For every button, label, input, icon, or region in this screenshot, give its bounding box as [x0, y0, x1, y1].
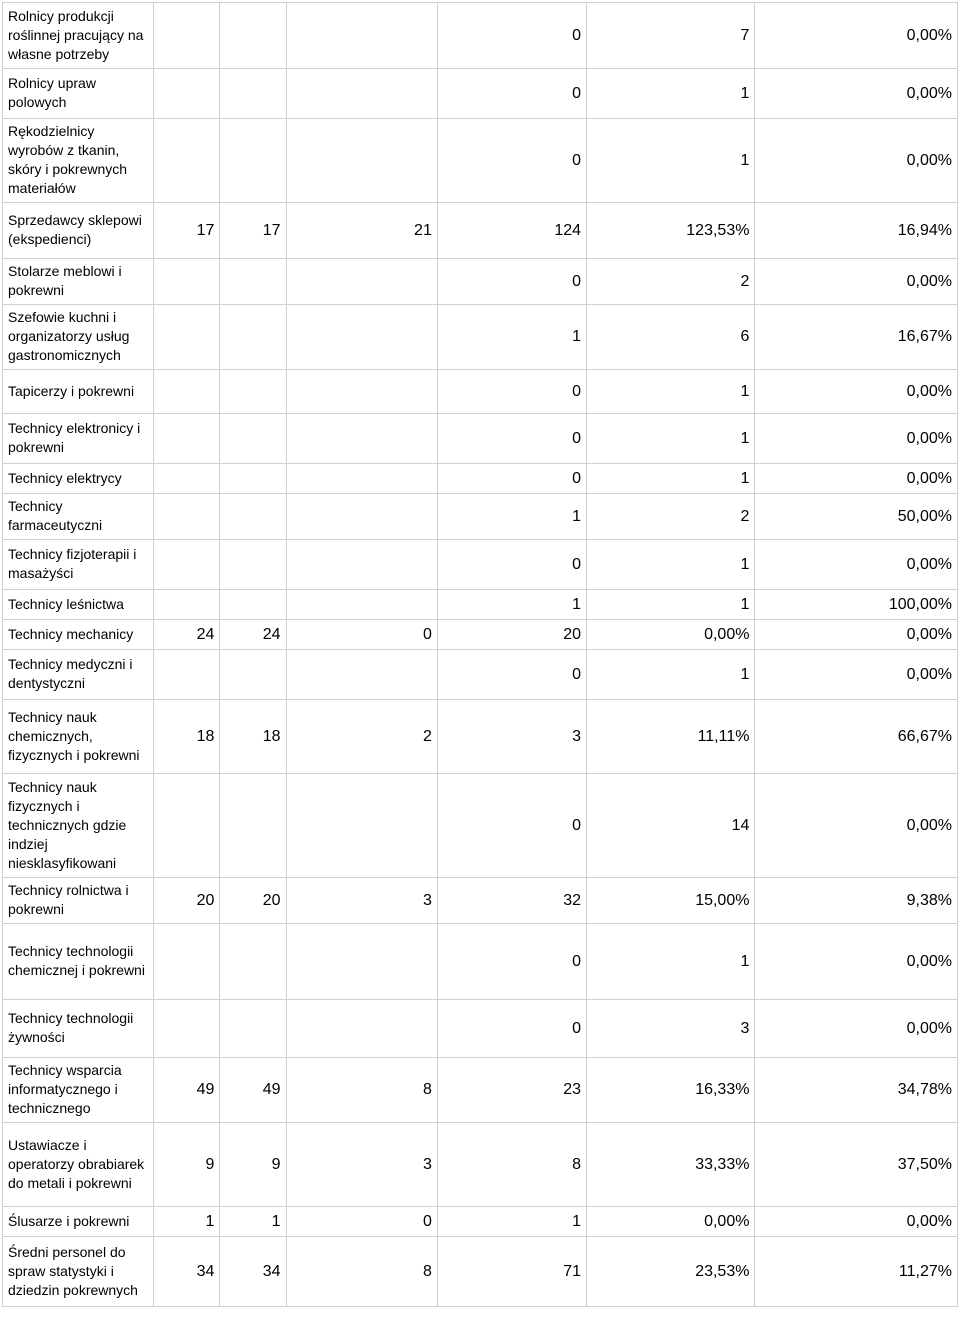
value-cell-4: 0	[437, 259, 586, 305]
value-cell-6: 9,38%	[755, 878, 958, 924]
value-cell-1: 49	[154, 1058, 220, 1123]
value-cell-2	[220, 370, 286, 414]
occupation-label-cell: Ślusarze i pokrewni	[3, 1207, 154, 1237]
value-cell-1: 1	[154, 1207, 220, 1237]
value-cell-5: 2	[587, 494, 755, 540]
value-cell-4: 0	[437, 1000, 586, 1058]
table-row	[3, 924, 958, 1000]
table-row	[3, 1207, 958, 1237]
occupation-label-cell: Szefowie kuchni i organizatorzy usług gastronomicznych	[3, 305, 154, 370]
value-cell-1: 20	[154, 878, 220, 924]
value-cell-5: 14	[587, 774, 755, 878]
table-row	[3, 414, 958, 464]
value-cell-6: 0,00%	[755, 259, 958, 305]
value-cell-5: 15,00%	[587, 878, 755, 924]
value-cell-5: 1	[587, 370, 755, 414]
value-cell-5: 6	[587, 305, 755, 370]
value-cell-1	[154, 259, 220, 305]
value-cell-1	[154, 494, 220, 540]
value-cell-3: 0	[286, 620, 437, 650]
occupation-label-cell: Rolnicy upraw polowych	[3, 69, 154, 119]
value-cell-5: 1	[587, 590, 755, 620]
value-cell-5: 16,33%	[587, 1058, 755, 1123]
table-row	[3, 464, 958, 494]
value-cell-2	[220, 464, 286, 494]
value-cell-3: 8	[286, 1058, 437, 1123]
occupation-label-cell: Technicy fizjoterapii i masażyści	[3, 540, 154, 590]
occupation-label-cell: Rękodzielnicy wyrobów z tkanin, skóry i pokrewnych materiałów	[3, 119, 154, 203]
value-cell-5: 3	[587, 1000, 755, 1058]
value-cell-2: 17	[220, 203, 286, 259]
occupation-label-cell: Rolnicy produkcji roślinnej pracujący na własne potrzeby	[3, 3, 154, 69]
value-cell-4: 1	[437, 305, 586, 370]
occupation-label-cell: Technicy medyczni i dentystyczni	[3, 650, 154, 700]
value-cell-2	[220, 259, 286, 305]
value-cell-6: 0,00%	[755, 119, 958, 203]
occupation-label-cell: Technicy mechanicy	[3, 620, 154, 650]
value-cell-4: 0	[437, 69, 586, 119]
value-cell-3	[286, 305, 437, 370]
value-cell-1	[154, 1000, 220, 1058]
value-cell-4: 0	[437, 650, 586, 700]
value-cell-4: 8	[437, 1123, 586, 1207]
occupation-label-cell: Technicy technologii chemicznej i pokrewni	[3, 924, 154, 1000]
value-cell-2: 18	[220, 700, 286, 774]
value-cell-5: 0,00%	[587, 1207, 755, 1237]
table-row	[3, 494, 958, 540]
value-cell-4: 71	[437, 1237, 586, 1307]
value-cell-3: 3	[286, 1123, 437, 1207]
value-cell-1: 18	[154, 700, 220, 774]
value-cell-5: 23,53%	[587, 1237, 755, 1307]
value-cell-1	[154, 590, 220, 620]
occupation-label-cell: Technicy elektronicy i pokrewni	[3, 414, 154, 464]
value-cell-1	[154, 69, 220, 119]
value-cell-4: 0	[437, 774, 586, 878]
value-cell-4: 0	[437, 924, 586, 1000]
value-cell-3	[286, 924, 437, 1000]
value-cell-4: 3	[437, 700, 586, 774]
table-row	[3, 774, 958, 878]
value-cell-4: 124	[437, 203, 586, 259]
value-cell-2	[220, 540, 286, 590]
occupation-label-cell: Technicy elektrycy	[3, 464, 154, 494]
value-cell-1: 24	[154, 620, 220, 650]
value-cell-5: 1	[587, 69, 755, 119]
occupation-label-cell: Technicy leśnictwa	[3, 590, 154, 620]
value-cell-6: 11,27%	[755, 1237, 958, 1307]
value-cell-6: 0,00%	[755, 540, 958, 590]
value-cell-2	[220, 119, 286, 203]
value-cell-1	[154, 464, 220, 494]
value-cell-3	[286, 414, 437, 464]
table-row	[3, 878, 958, 924]
value-cell-1	[154, 540, 220, 590]
occupation-label-cell: Technicy technologii żywności	[3, 1000, 154, 1058]
table-row	[3, 620, 958, 650]
value-cell-6: 0,00%	[755, 620, 958, 650]
value-cell-4: 20	[437, 620, 586, 650]
value-cell-5: 1	[587, 650, 755, 700]
value-cell-4: 23	[437, 1058, 586, 1123]
table-row	[3, 370, 958, 414]
value-cell-6: 34,78%	[755, 1058, 958, 1123]
table-row	[3, 119, 958, 203]
value-cell-2	[220, 3, 286, 69]
value-cell-4: 0	[437, 3, 586, 69]
value-cell-2: 34	[220, 1237, 286, 1307]
value-cell-1	[154, 650, 220, 700]
value-cell-1	[154, 3, 220, 69]
value-cell-3	[286, 774, 437, 878]
value-cell-4: 0	[437, 414, 586, 464]
value-cell-2: 9	[220, 1123, 286, 1207]
occupation-label-cell: Technicy rolnictwa i pokrewni	[3, 878, 154, 924]
occupation-label-cell: Technicy nauk fizycznych i technicznych gdzie indziej niesklasyfikowani	[3, 774, 154, 878]
occupation-statistics-table	[2, 2, 958, 1307]
value-cell-3	[286, 590, 437, 620]
value-cell-6: 100,00%	[755, 590, 958, 620]
value-cell-3	[286, 259, 437, 305]
value-cell-5: 1	[587, 414, 755, 464]
value-cell-6: 0,00%	[755, 3, 958, 69]
value-cell-4: 1	[437, 1207, 586, 1237]
value-cell-2	[220, 305, 286, 370]
value-cell-1: 9	[154, 1123, 220, 1207]
occupation-label-cell: Sprzedawcy sklepowi (ekspedienci)	[3, 203, 154, 259]
table-row	[3, 203, 958, 259]
value-cell-3	[286, 650, 437, 700]
table-row	[3, 590, 958, 620]
occupation-label-cell: Ustawiacze i operatorzy obrabiarek do metali i pokrewni	[3, 1123, 154, 1207]
occupation-label-cell: Tapicerzy i pokrewni	[3, 370, 154, 414]
value-cell-3	[286, 494, 437, 540]
table-row	[3, 700, 958, 774]
value-cell-4: 1	[437, 590, 586, 620]
value-cell-3	[286, 1000, 437, 1058]
value-cell-4: 0	[437, 370, 586, 414]
value-cell-2	[220, 494, 286, 540]
value-cell-2	[220, 69, 286, 119]
occupation-label-cell: Technicy farmaceutyczni	[3, 494, 154, 540]
value-cell-2	[220, 774, 286, 878]
value-cell-3	[286, 540, 437, 590]
value-cell-6: 0,00%	[755, 414, 958, 464]
value-cell-6: 0,00%	[755, 1207, 958, 1237]
value-cell-6: 16,67%	[755, 305, 958, 370]
value-cell-4: 0	[437, 464, 586, 494]
table-row	[3, 1123, 958, 1207]
value-cell-6: 0,00%	[755, 69, 958, 119]
value-cell-2	[220, 924, 286, 1000]
occupation-label-cell: Technicy wsparcia informatycznego i technicznego	[3, 1058, 154, 1123]
value-cell-5: 1	[587, 540, 755, 590]
table-row	[3, 1237, 958, 1307]
table-row	[3, 3, 958, 69]
value-cell-5: 33,33%	[587, 1123, 755, 1207]
value-cell-4: 32	[437, 878, 586, 924]
table-body	[3, 3, 958, 1307]
value-cell-1	[154, 414, 220, 464]
table-row	[3, 1000, 958, 1058]
value-cell-3: 8	[286, 1237, 437, 1307]
value-cell-4: 0	[437, 119, 586, 203]
value-cell-3	[286, 370, 437, 414]
value-cell-6: 16,94%	[755, 203, 958, 259]
value-cell-5: 0,00%	[587, 620, 755, 650]
value-cell-1	[154, 370, 220, 414]
value-cell-2	[220, 1000, 286, 1058]
value-cell-2	[220, 590, 286, 620]
value-cell-3	[286, 3, 437, 69]
occupation-label-cell: Technicy nauk chemicznych, fizycznych i pokrewni	[3, 700, 154, 774]
value-cell-5: 7	[587, 3, 755, 69]
value-cell-6: 0,00%	[755, 464, 958, 494]
value-cell-5: 1	[587, 119, 755, 203]
value-cell-6: 66,67%	[755, 700, 958, 774]
value-cell-1	[154, 774, 220, 878]
value-cell-5: 11,11%	[587, 700, 755, 774]
value-cell-1: 34	[154, 1237, 220, 1307]
table-row	[3, 1058, 958, 1123]
value-cell-3: 0	[286, 1207, 437, 1237]
value-cell-1	[154, 924, 220, 1000]
value-cell-2: 1	[220, 1207, 286, 1237]
occupation-label-cell: Średni personel do spraw statystyki i dziedzin pokrewnych	[3, 1237, 154, 1307]
value-cell-2: 24	[220, 620, 286, 650]
value-cell-6: 0,00%	[755, 1000, 958, 1058]
value-cell-5: 1	[587, 924, 755, 1000]
value-cell-6: 0,00%	[755, 774, 958, 878]
table-row	[3, 305, 958, 370]
value-cell-6: 0,00%	[755, 924, 958, 1000]
value-cell-2	[220, 414, 286, 464]
value-cell-6: 50,00%	[755, 494, 958, 540]
value-cell-3	[286, 69, 437, 119]
value-cell-3: 21	[286, 203, 437, 259]
value-cell-6: 0,00%	[755, 370, 958, 414]
value-cell-6: 0,00%	[755, 650, 958, 700]
value-cell-3	[286, 464, 437, 494]
value-cell-4: 1	[437, 494, 586, 540]
value-cell-3	[286, 119, 437, 203]
value-cell-1: 17	[154, 203, 220, 259]
value-cell-2	[220, 650, 286, 700]
value-cell-2: 49	[220, 1058, 286, 1123]
table-row	[3, 259, 958, 305]
value-cell-1	[154, 305, 220, 370]
value-cell-3: 2	[286, 700, 437, 774]
value-cell-6: 37,50%	[755, 1123, 958, 1207]
value-cell-3: 3	[286, 878, 437, 924]
value-cell-1	[154, 119, 220, 203]
value-cell-5: 2	[587, 259, 755, 305]
table-row	[3, 540, 958, 590]
occupation-label-cell: Stolarze meblowi i pokrewni	[3, 259, 154, 305]
value-cell-4: 0	[437, 540, 586, 590]
table-row	[3, 69, 958, 119]
table-row	[3, 650, 958, 700]
value-cell-2: 20	[220, 878, 286, 924]
value-cell-5: 123,53%	[587, 203, 755, 259]
value-cell-5: 1	[587, 464, 755, 494]
